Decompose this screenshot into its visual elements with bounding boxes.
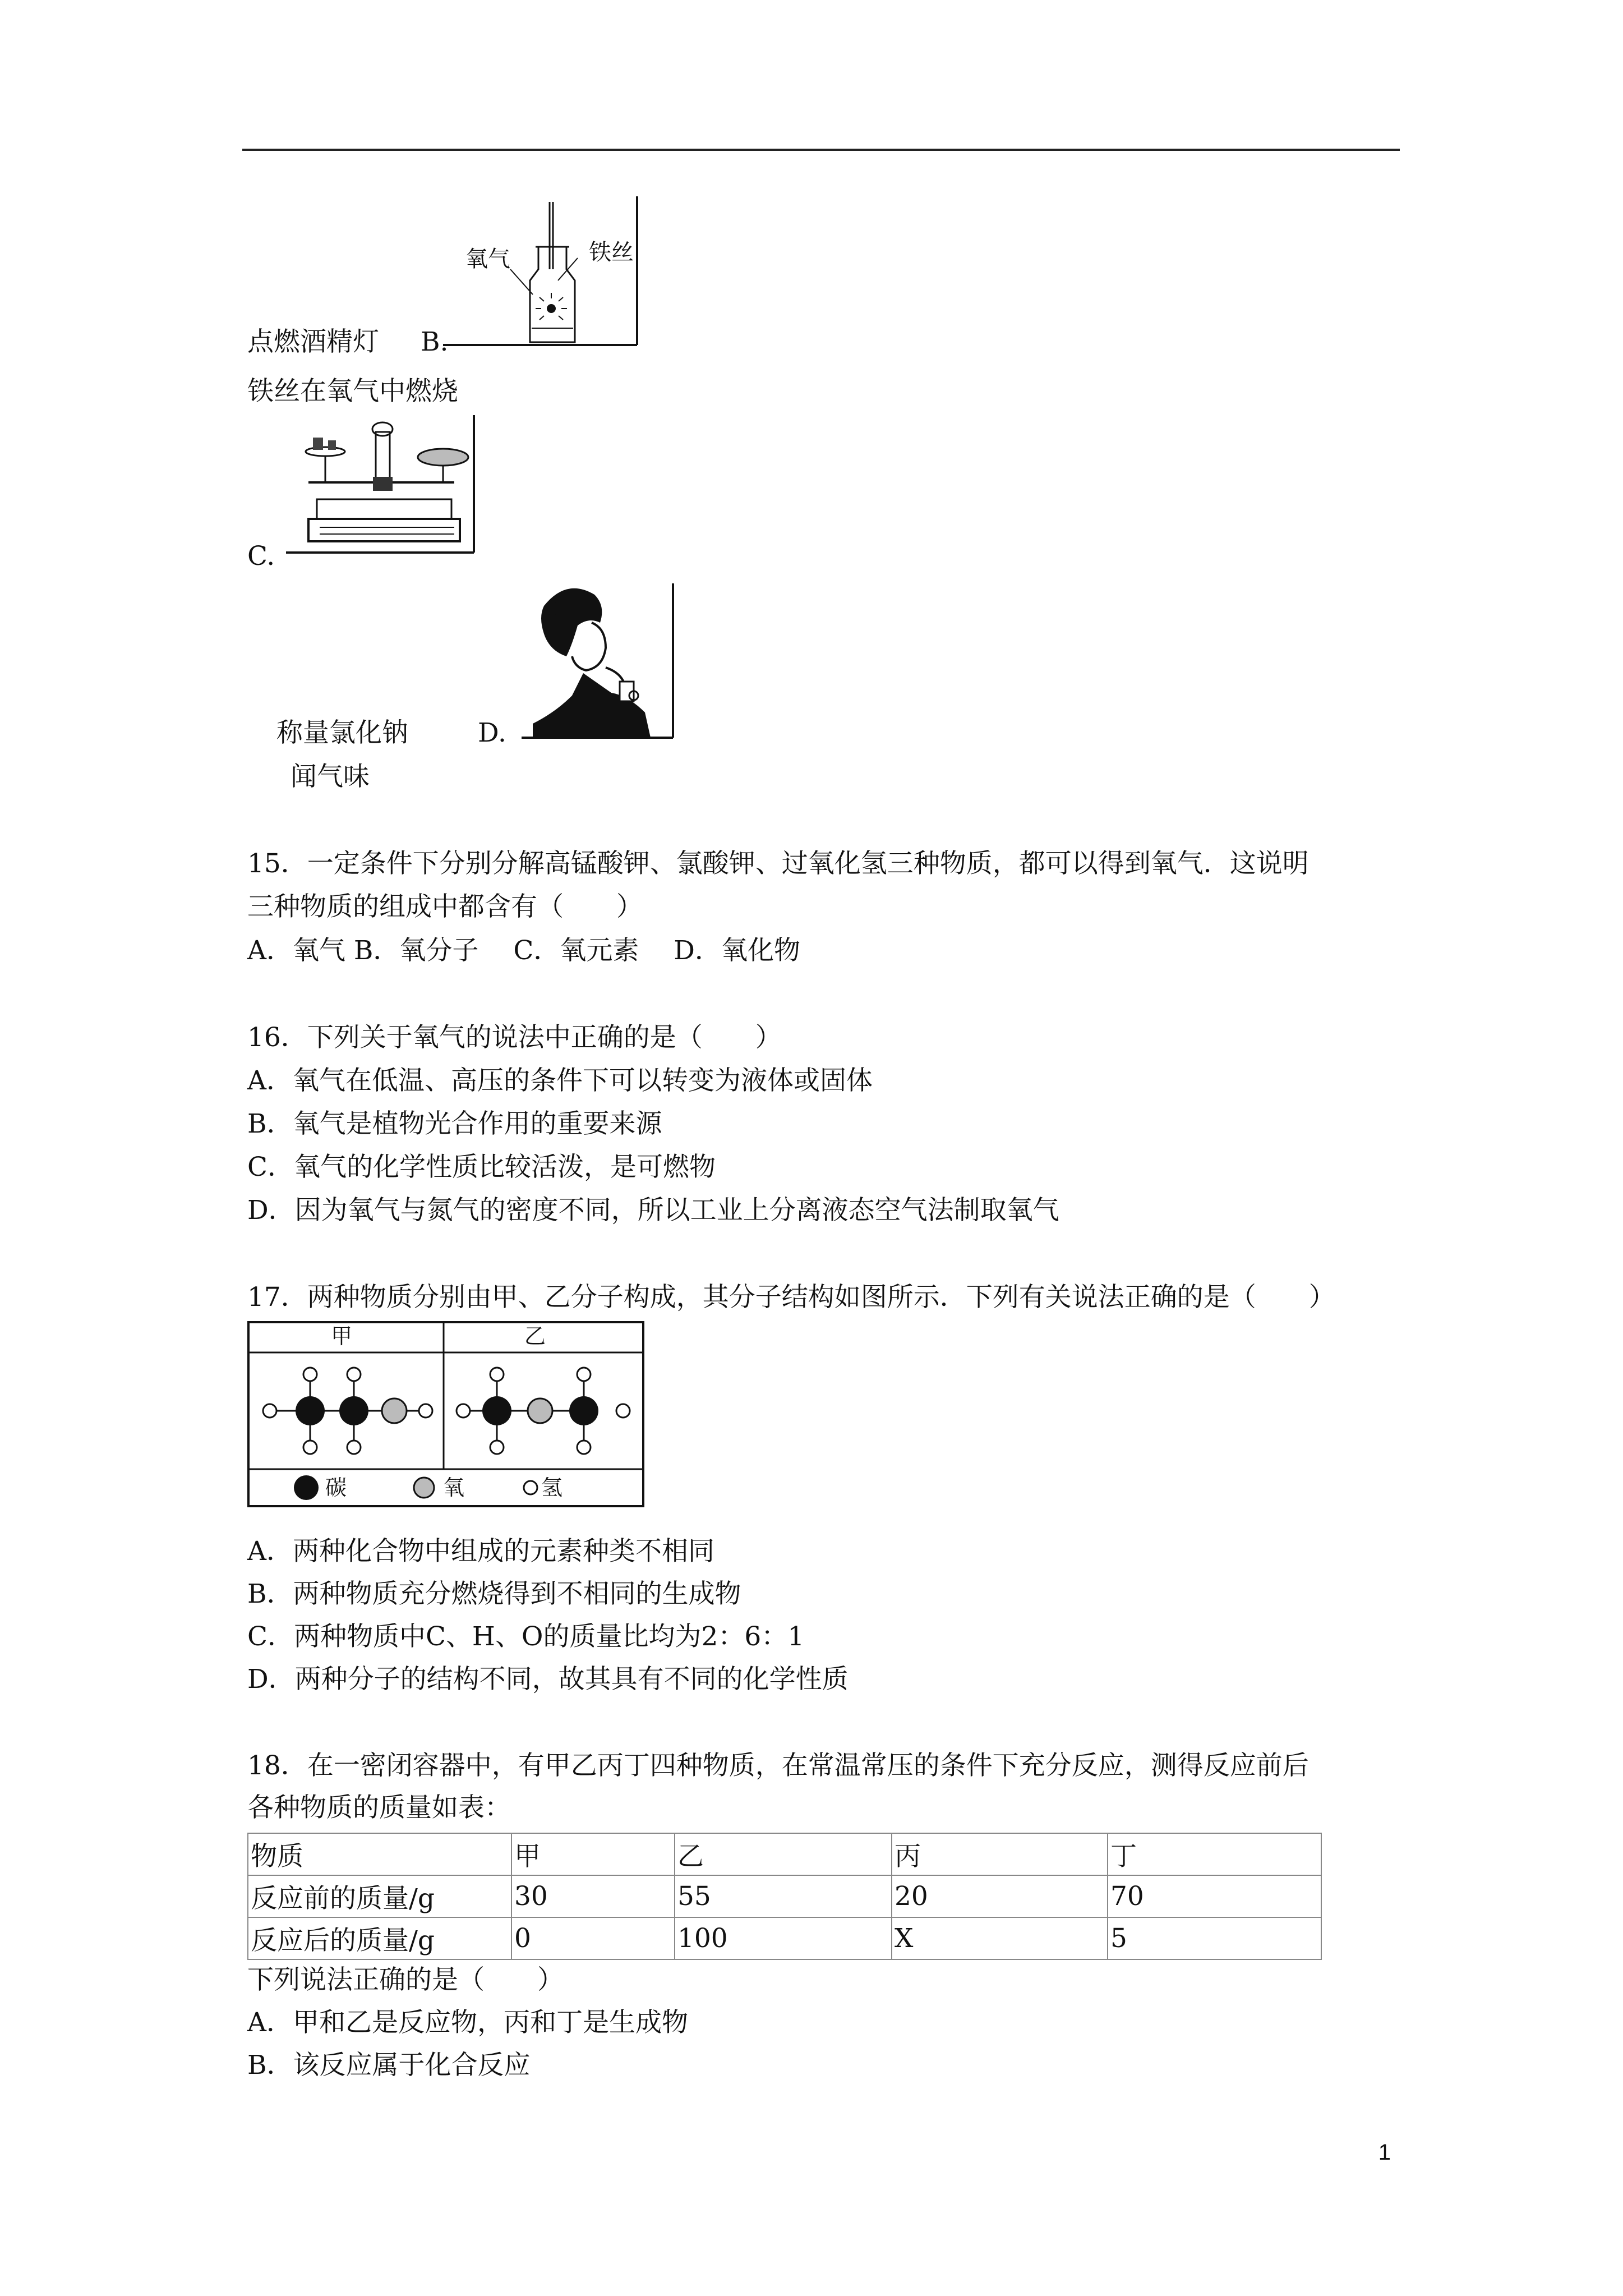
q18-stem-line2: 各种物质的质量如表：	[247, 1792, 511, 1823]
q16-option-a: A．氧气在低温、高压的条件下可以转变为液体或固体	[247, 1065, 873, 1096]
option-b-letter: B.	[421, 326, 449, 357]
q18-option-b: B．该反应属于化合反应	[247, 2050, 531, 2081]
table-cell: 70	[1108, 1875, 1321, 1917]
figure-label-oxygen: 氧气	[465, 246, 510, 272]
q18-stem-line1: 18．在一密闭容器中，有甲乙丙丁四种物质，在常温常压的条件下充分反应，测得反应前后	[247, 1750, 1309, 1781]
option-c-letter: C.	[247, 541, 275, 572]
q17-option-c: C．两种物质中C、H、O的质量比均为2：6：1	[247, 1621, 805, 1652]
q15-options: A．氧气 B．氧分子 C．氧元素 D．氧化物	[247, 935, 800, 966]
figure-header-yi: 乙	[524, 1324, 546, 1349]
option-d-caption: 闻气味	[291, 761, 370, 792]
legend-carbon: 碳	[325, 1475, 347, 1500]
table-cell: 丙	[892, 1833, 1108, 1875]
table-row	[248, 1833, 1321, 1875]
table-cell: 0	[511, 1917, 675, 1959]
header-rule	[242, 149, 1400, 151]
table-cell: 20	[892, 1875, 1108, 1917]
q16-stem: 16．下列关于氧气的说法中正确的是（ ）	[247, 1022, 782, 1053]
page-number: 1	[1378, 2140, 1391, 2165]
table-cell: 乙	[675, 1833, 892, 1875]
table-cell: 55	[675, 1875, 892, 1917]
figure-label-iron-wire: 铁丝	[589, 240, 634, 265]
q15-stem-line1: 15．一定条件下分别分解高锰酸钾、氯酸钾、过氧化氢三种物质，都可以得到氧气．这说明	[247, 848, 1309, 879]
table-cell: 甲	[511, 1833, 675, 1875]
q18-option-a: A．甲和乙是反应物，丙和丁是生成物	[247, 2007, 688, 2038]
legend-oxygen: 氧	[443, 1475, 465, 1500]
mass-table	[247, 1833, 1322, 1960]
option-c-caption: 称量氯化钠	[276, 717, 408, 748]
q17-option-d: D．两种分子的结构不同，故其具有不同的化学性质	[247, 1664, 849, 1695]
q18-question: 下列说法正确的是（ ）	[247, 1964, 564, 1995]
table-cell: 100	[675, 1917, 892, 1959]
q15-stem-line2: 三种物质的组成中都含有（ ）	[247, 891, 643, 922]
table-row	[248, 1917, 1321, 1959]
q16-option-d: D．因为氧气与氮气的密度不同，所以工业上分离液态空气法制取氧气	[247, 1195, 1059, 1226]
option-a-caption: 点燃酒精灯	[247, 326, 379, 357]
smelling-gas-figure	[522, 583, 679, 740]
q16-option-c: C．氧气的化学性质比较活泼，是可燃物	[247, 1152, 716, 1182]
table-cell: 5	[1108, 1917, 1321, 1959]
table-cell: 丁	[1108, 1833, 1321, 1875]
table-cell: X	[892, 1917, 1108, 1959]
q17-option-a: A．两种化合物中组成的元素种类不相同	[247, 1536, 714, 1567]
q16-option-b: B．氧气是植物光合作用的重要来源	[247, 1108, 662, 1139]
balance-figure	[286, 415, 477, 555]
table-cell: 30	[511, 1875, 675, 1917]
legend-hydrogen: 氢	[541, 1475, 563, 1500]
table-cell: 反应后的质量/g	[248, 1917, 511, 1959]
option-b-caption: 铁丝在氧气中燃烧	[247, 376, 458, 407]
q17-option-b: B．两种物质充分燃烧得到不相同的生成物	[247, 1579, 741, 1609]
option-d-letter: D.	[478, 717, 506, 748]
table-cell: 物质	[248, 1833, 511, 1875]
table-cell: 反应前的质量/g	[248, 1875, 511, 1917]
figure-header-jia: 甲	[331, 1324, 353, 1349]
table-row	[248, 1875, 1321, 1917]
q17-stem: 17．两种物质分别由甲、乙分子构成，其分子结构如图所示．下列有关说法正确的是（ ）	[247, 1282, 1335, 1313]
